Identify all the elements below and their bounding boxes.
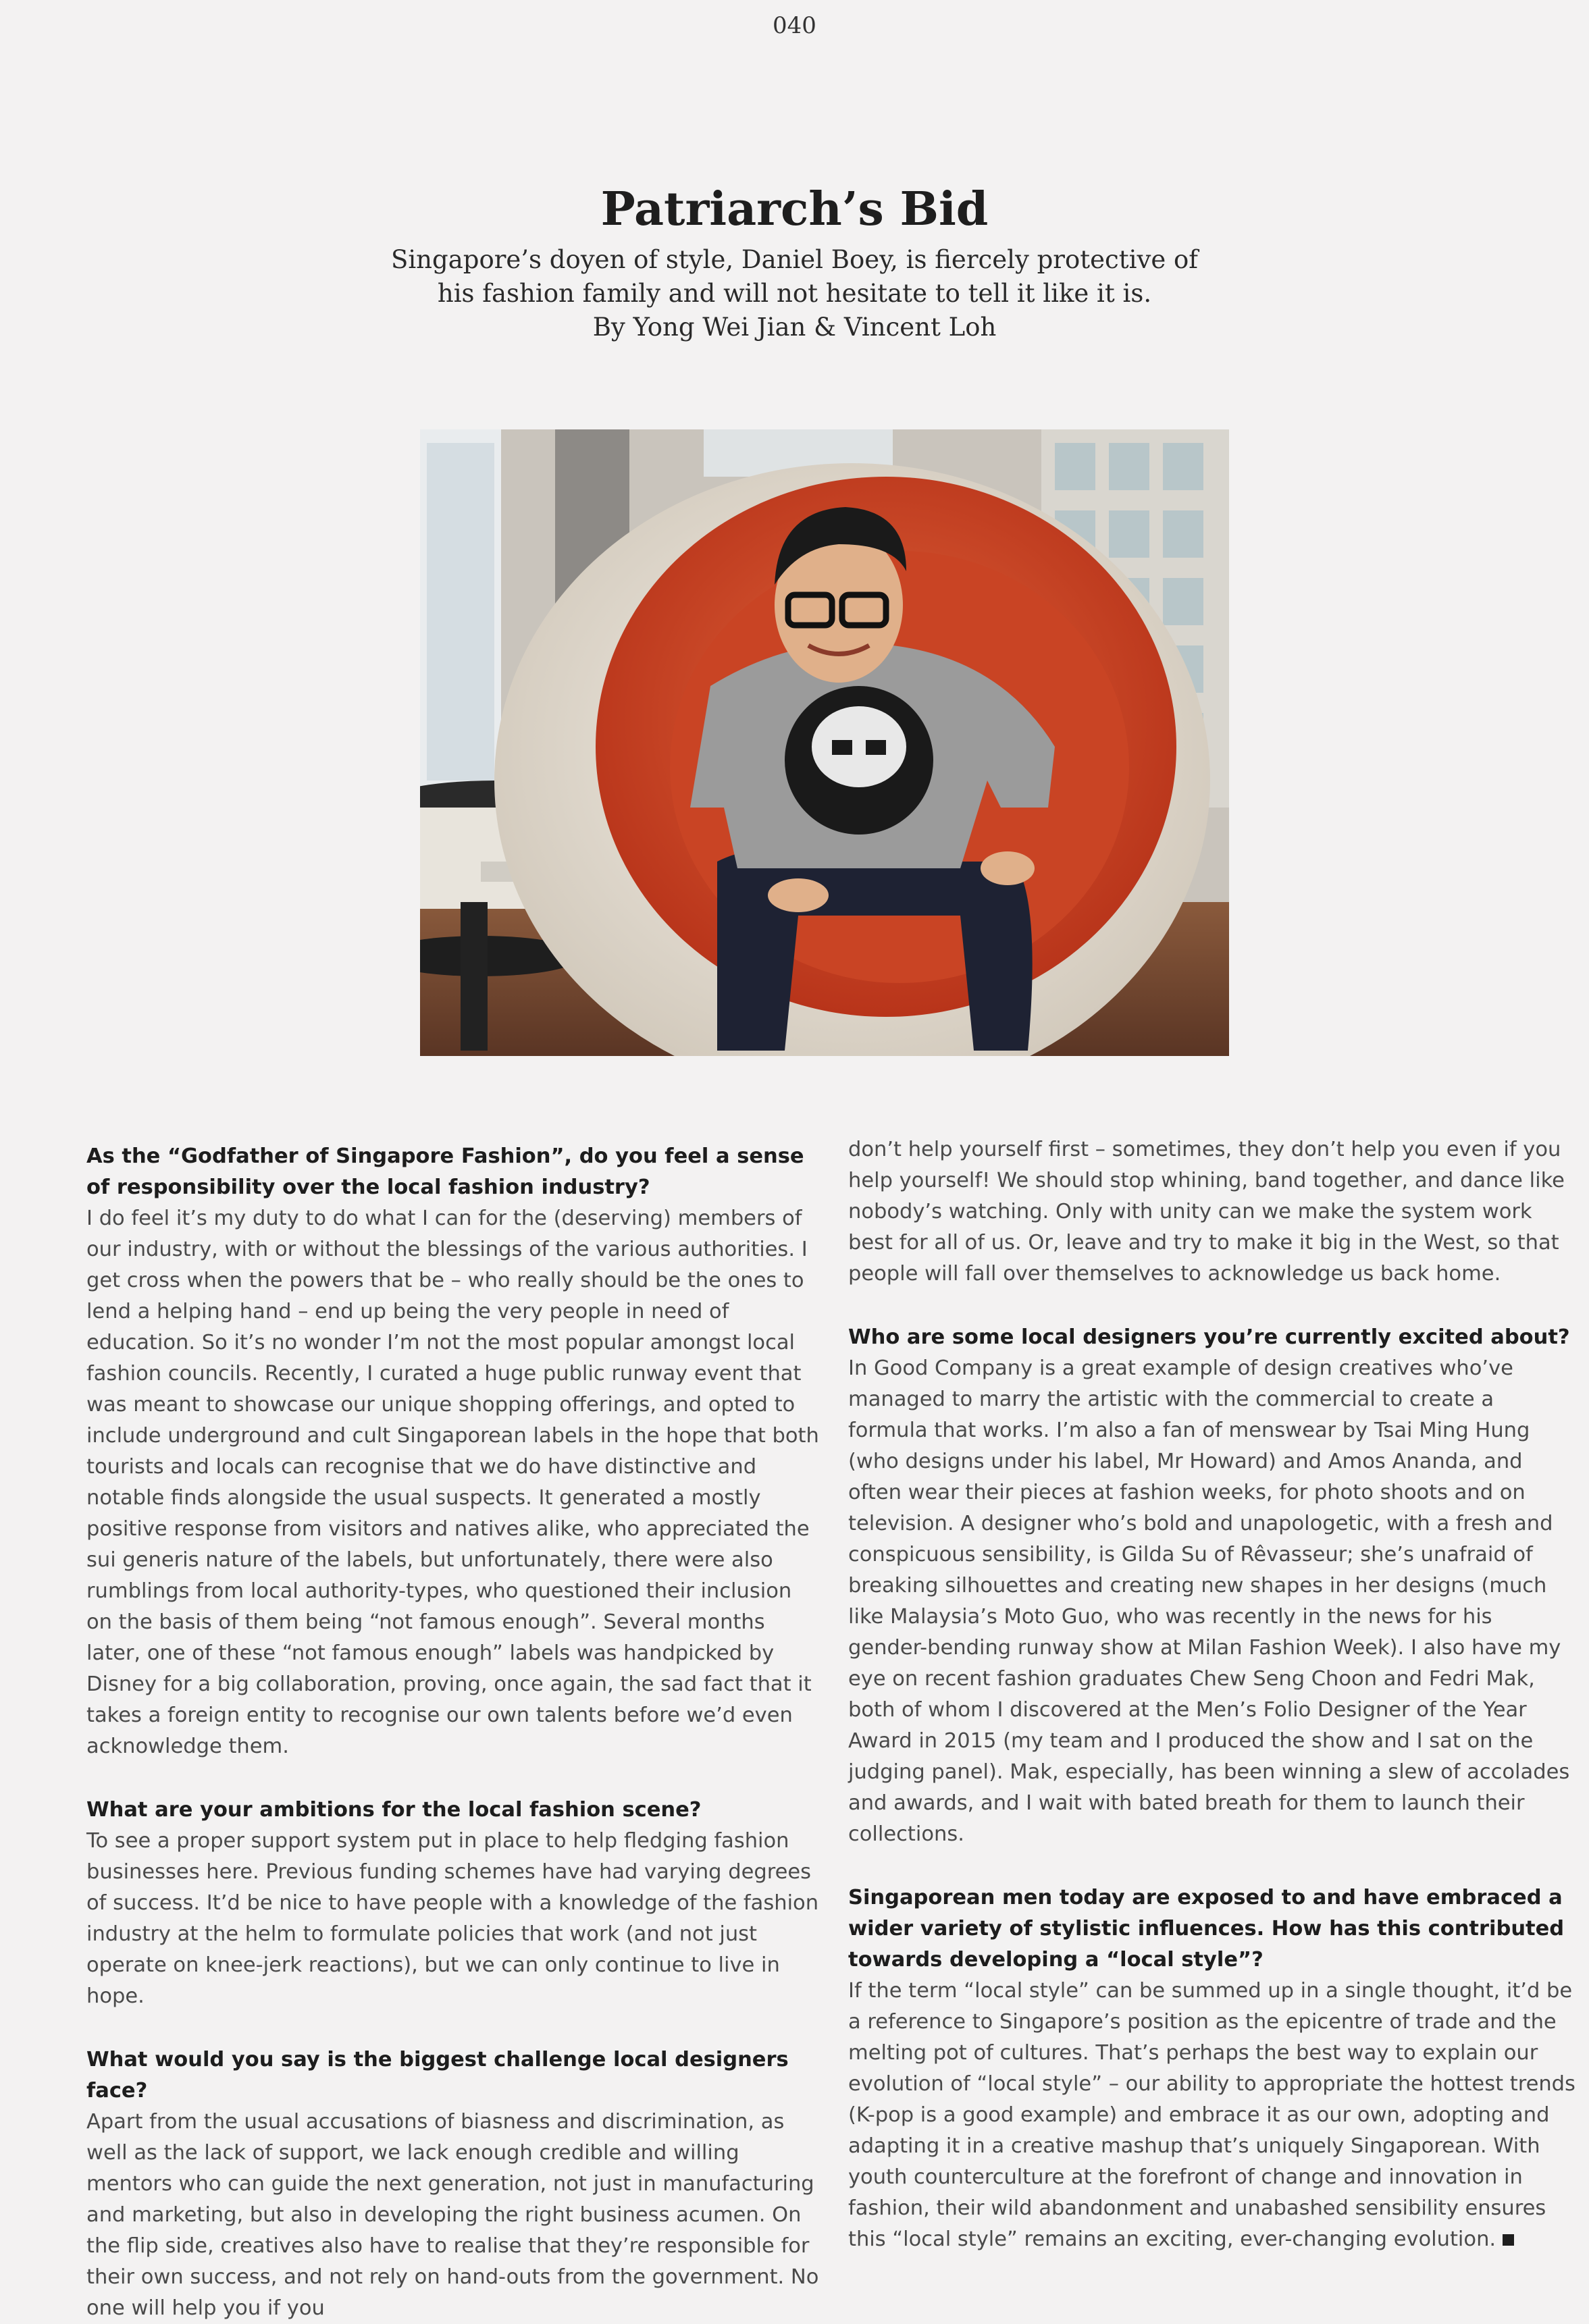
answer-5: If the term “local style” can be summed up in a single thought, it’d be a reference to Singapore’s position as the epicentre of trade and the melting pot of cultures. That’s perhaps the best way to explain our evolution of “local style” – our ability to appropriate the hottest trends (K-pop is a good example) and embrace it as our own, adopting and adapting it in a creative mashup that’s uniquely Singaporean. With youth counterculture at the forefront of change and innovation in fashion, their wild abandonment and unabashed sensibility ensures this “local style” remains an exciting, ever-changing evolution. <box>848 1979 1575 2251</box>
question-3: What would you say is the biggest challenge local designers face? <box>86 2048 789 2103</box>
left-column <box>86 1141 823 2324</box>
question-5: Singaporean men today are exposed to and have embraced a wider variety of stylistic influences. How has this contributed towards developing a “local style”? <box>848 1886 1565 1972</box>
right-column <box>848 1134 1578 2255</box>
article-title: Patriarch’s Bid <box>600 182 989 236</box>
question-2: What are your ambitions for the local fashion scene? <box>86 1798 702 1822</box>
page-number: 040 <box>773 12 816 39</box>
answer-1: I do feel it’s my duty to do what I can for the (deserving) members of our industry, with or without the blessings of the various authorities. I get cross when the powers that be – who really should be the ones to lend a helping hand – end up being the very people in need of education. So it’s no wonder I’m not the most popular amongst local fashion councils. Recently, I curated a huge public runway event that was meant to showcase our unique shopping offerings, and opted to include underground and cult Singaporean labels in the hope that both tourists and locals can recognise that we do have distinctive and notable finds alongside the usual suspects. It generated a mostly positive response from visitors and natives alike, who appreciated the sui generis nature of the labels, but unfortunately, there were also rumblings from local authority-types, who questioned their inclusion on the basis of them being “not famous enough”. Several months later, one of these “not famous enough” labels was handpicked by Disney for a big collaboration, proving, once again, the sad fact that it takes a foreign entity to recognise our own talents before we’d even acknowledge them. <box>86 1207 819 1758</box>
article-byline: By Yong Wei Jian & Vincent Loh <box>592 313 997 342</box>
article-header <box>0 182 1589 344</box>
question-4: Who are some local designers you’re currently excited about? <box>848 1325 1570 1349</box>
answer-3-part-1: Apart from the usual accusations of biasness and discrimination, as well as the lack of support, we lack enough credible and willing mentors who can guide the next generation, not just in manufacturing and marketing, but also in developing the right business acumen. On the flip side, creatives also have to realise that they’re responsible for their own success, and not rely on hand-outs from the government. No one will help you if you <box>86 2110 819 2320</box>
article-subtitle-line-1: Singapore’s doyen of style, Daniel Boey, is fiercely protective of <box>391 245 1198 274</box>
article-subtitle-line-2: his fashion family and will not hesitate to tell it like it is. <box>437 279 1152 308</box>
question-1: As the “Godfather of Singapore Fashion”, do you feel a sense of responsibility over the local fashion industry? <box>86 1144 804 1199</box>
answer-2: To see a proper support system put in place to help fledging fashion businesses here. Previous funding schemes have had varying degrees of success. It’d be nice to have people with a knowledge of the fashion industry at the helm to formulate policies that work (and not just operate on knee-jerk reactions), but we can only continue to live in hope. <box>86 1829 819 2008</box>
end-of-article-mark <box>1503 2234 1514 2246</box>
portrait-illustration <box>420 429 1229 1056</box>
portrait-photo <box>420 429 1229 1056</box>
answer-4: In Good Company is a great example of design creatives who’ve managed to marry the artistic with the commercial to create a formula that works. I’m also a fan of menswear by Tsai Ming Hung (who designs under his label, Mr Howard) and Amos Ananda, and often wear their pieces at fashion weeks, for photo shoots and on television. A designer who’s bold and unapologetic, with a fresh and conspicuous sensibility, is Gilda Su of Rêvasseur; she’s unafraid of breaking silhouettes and creating new shapes in her designs (much like Malaysia’s Moto Guo, who was recently in the news for his gender-bending runway show at Milan Fashion Week). I also have my eye on recent fashion graduates Chew Seng Choon and Fedri Mak, both of whom I discovered at the Men’s Folio Designer of the Year Award in 2015 (my team and I produced the show and I sat on the judging panel). Mak, especially, has been winning a slew of accolades and awards, and I wait with bated breath for them to launch their collections. <box>848 1356 1570 1846</box>
answer-3-part-2: don’t help yourself first – sometimes, they don’t help you even if you help yourself! We should stop whining, band together, and dance like nobody’s watching. Only with unity can we make the system work best for all of us. Or, leave and try to make it big in the West, so that people will fall over themselves to acknowledge us back home. <box>848 1138 1565 1286</box>
